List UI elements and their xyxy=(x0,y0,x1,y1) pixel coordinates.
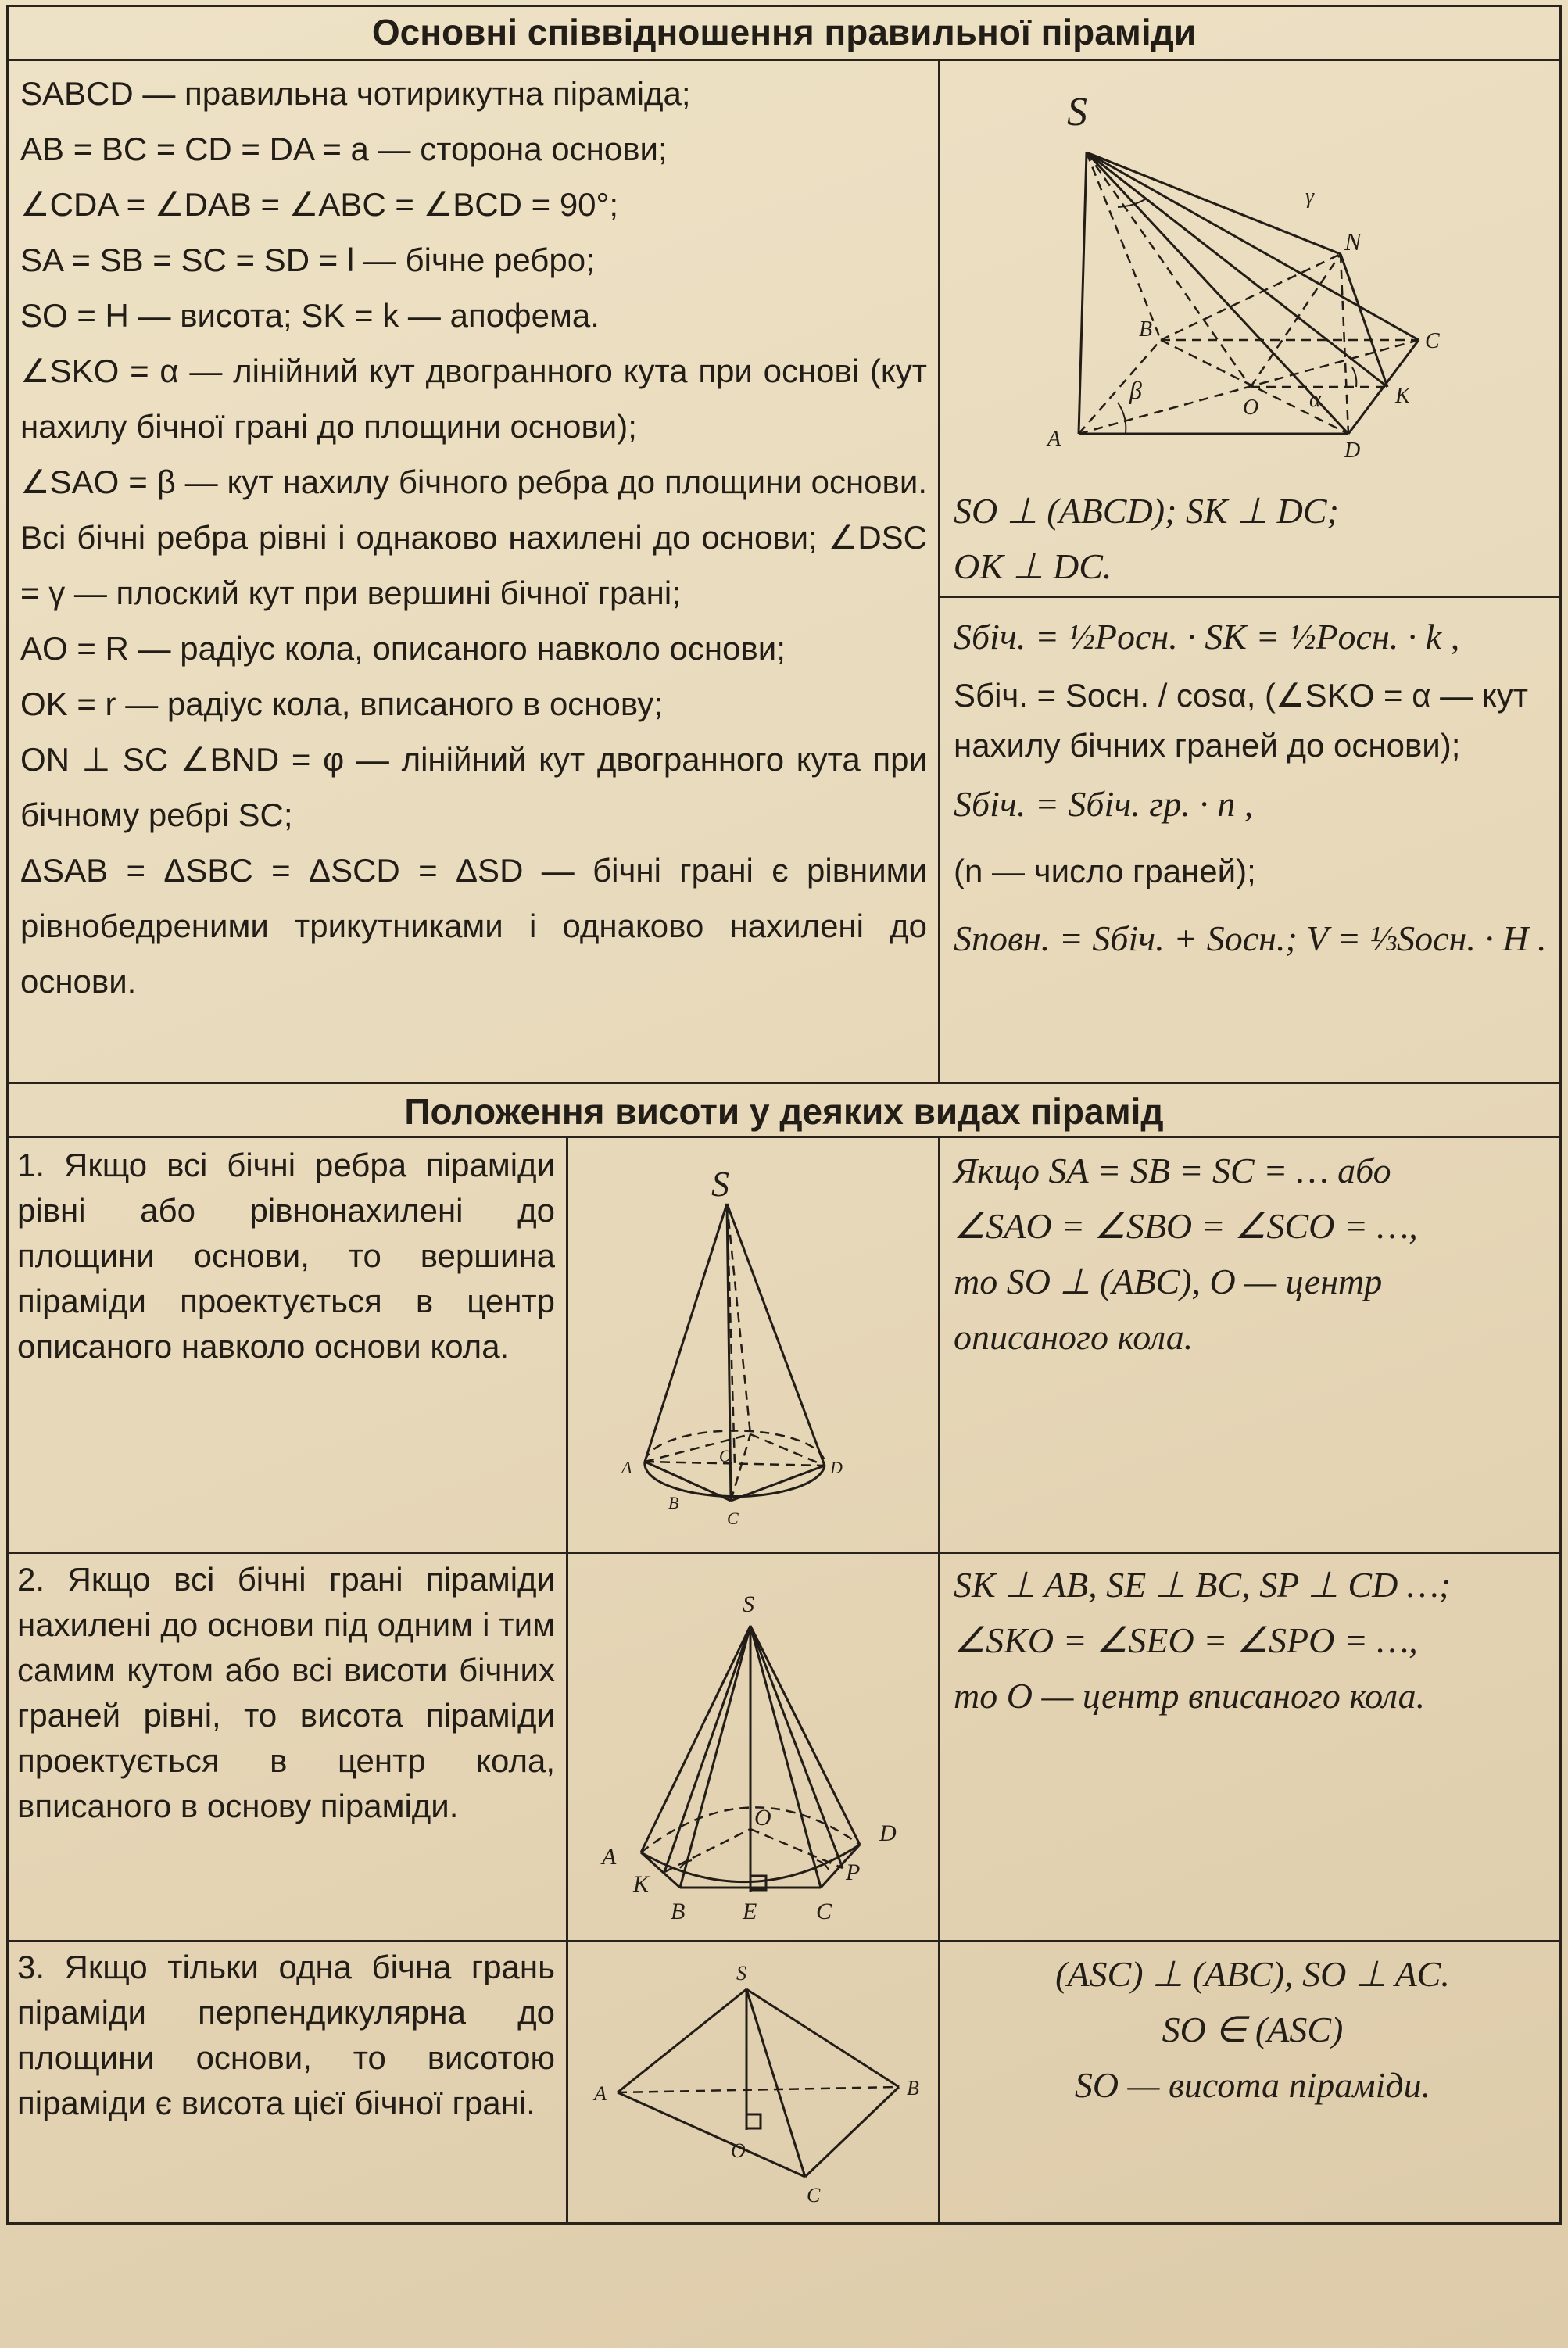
formula-faces-note: (n — число граней); xyxy=(954,853,1256,889)
row1-vertex-s-label: S xyxy=(711,1165,729,1204)
def-line-10: ON ⊥ SC ∠BND = φ — лінійний кут двогранного кута при бічному ребрі SC; xyxy=(20,741,927,833)
row1-conclusion xyxy=(954,1143,1552,1365)
row1-vertex-d-label: D xyxy=(830,1458,843,1477)
row1-result-3: то SO ⊥ (ABC), O — центр xyxy=(954,1262,1383,1301)
row3-vertex-a-label: A xyxy=(594,2082,607,2105)
row3-result-3: SO — висота піраміди. xyxy=(1074,2065,1431,2105)
row2-vertex-d-label: D xyxy=(879,1820,897,1846)
row2-point-e-label: E xyxy=(743,1899,757,1924)
angle-gamma-label: γ xyxy=(1305,184,1315,209)
formula-divider xyxy=(938,596,1562,598)
section2-divider-left xyxy=(566,1138,568,2225)
row-divider-1 xyxy=(6,1552,1562,1554)
row2-vertex-a-label: A xyxy=(602,1844,617,1870)
vertex-a-label: A xyxy=(1047,427,1061,451)
pyramid-inscribed-figure xyxy=(586,1563,915,1931)
row2-result-2: ∠SKO = ∠SEO = ∠SPO = …, xyxy=(954,1620,1418,1660)
row1-result-4: описаного кола. xyxy=(954,1317,1194,1357)
row1-statement: 1. Якщо всі бічні ребра піраміди рівні або рівнонахилені до площини основи, то вершина піраміди проектується в центр описаного навколо основи кола. xyxy=(17,1147,555,1365)
row2-point-k-label: K xyxy=(633,1871,650,1897)
row1-vertex-c-label: C xyxy=(727,1509,739,1528)
row2-result-1: SK ⊥ AB, SE ⊥ BC, SP ⊥ CD …; xyxy=(954,1565,1452,1605)
def-line-2: AB = BC = CD = DA = a — сторона основи; xyxy=(20,131,668,167)
vertex-c-label: C xyxy=(1425,329,1440,353)
row3-conclusion xyxy=(954,1946,1552,2113)
row2-result-3: то O — центр вписаного кола. xyxy=(954,1676,1426,1716)
row2-vertex-b-label: B xyxy=(671,1899,686,1924)
section2-divider-right xyxy=(938,1138,940,2225)
area-volume-formulas xyxy=(954,603,1552,972)
row3-vertex-s-label: S xyxy=(736,1962,746,1985)
perpendicular-relations xyxy=(954,483,1548,594)
def-line-7: ∠SAO = β — кут нахилу бічного ребра до площини основи. Всі бічні ребра рівні і однаково нахилені до основи; ∠DSC = γ — плоский кут при вершині бічної грані; xyxy=(20,464,927,611)
vertex-b-label: B xyxy=(1139,317,1153,342)
def-line-8: AO = R — радіус кола, описаного навколо основи; xyxy=(20,630,786,667)
row3-result-1: (ASC) ⊥ (ABC), SO ⊥ AC. xyxy=(1055,1954,1450,1994)
row1-vertex-b-label: B xyxy=(668,1493,679,1512)
row3-point-o-label: O xyxy=(731,2139,746,2162)
def-line-3: ∠CDA = ∠DAB = ∠ABC = ∠BCD = 90°; xyxy=(20,186,619,223)
section1-definitions xyxy=(20,66,927,1009)
row1-vertex-a-label: A xyxy=(621,1458,632,1477)
section1-title: Основні співвідношення правильної піраміди xyxy=(6,6,1562,61)
regular-pyramid-figure xyxy=(950,66,1450,481)
formula-lateral-faces: Sбіч. = Sбіч. гр. · n , xyxy=(954,784,1254,824)
section2-title: Положення висоти у деяких видах пірамід xyxy=(6,1082,1562,1138)
row2-vertex-c-label: C xyxy=(816,1899,832,1924)
row1-center-o-label: O xyxy=(719,1446,732,1466)
angle-beta-label: β xyxy=(1129,376,1142,404)
def-line-5: SO = H — висота; SK = k — апофема. xyxy=(20,297,600,334)
def-line-1: SABCD — правильна чотирикутна піраміда; xyxy=(20,75,691,112)
point-n-label: N xyxy=(1344,227,1362,256)
row2-point-p-label: P xyxy=(846,1859,861,1885)
formula-lateral-cos: Sбіч. = Sосн. / cosα, (∠SKO = α — кут нахилу бічних граней до основи); xyxy=(954,677,1528,764)
row3-statement: 3. Якщо тільки одна бічна грань піраміди перпендикулярна до площини основи, то висотою піраміди є висота цієї бічної грані. xyxy=(17,1949,555,2121)
formula-lateral-apothem: Sбіч. = ½Pосн. · SK = ½Pосн. · k , xyxy=(954,617,1460,657)
row1-result-2: ∠SAO = ∠SBO = ∠SCO = …, xyxy=(954,1206,1418,1246)
perp-line-2: OK ⊥ DC. xyxy=(954,546,1112,586)
pyramid-perpendicular-face-figure xyxy=(586,1958,922,2208)
row1-result-1: Якщо SA = SB = SC = … або xyxy=(954,1151,1391,1190)
row2-center-o-label: O xyxy=(754,1805,771,1831)
def-line-4: SA = SB = SC = SD = l — бічне ребро; xyxy=(20,242,595,278)
angle-alpha-label: α xyxy=(1309,388,1321,412)
formula-total-volume: Sповн. = Sбіч. + Sосн.; V = ⅓Sосн. · H . xyxy=(954,918,1547,958)
def-line-11: ΔSAB = ΔSBC = ΔSCD = ΔSD — бічні грані є рівними рівнобедреними трикутниками і однаково нахилені до основи. xyxy=(20,852,927,1000)
row3-vertex-c-label: C xyxy=(807,2184,821,2207)
row3-vertex-b-label: B xyxy=(907,2077,919,2099)
row2-conclusion xyxy=(954,1557,1552,1723)
row3-result-2: SO ∈ (ASC) xyxy=(1162,2010,1344,2049)
vertex-d-label: D xyxy=(1344,438,1361,463)
section1-divider xyxy=(938,61,940,1082)
def-line-9: OK = r — радіус кола, вписаного в основу; xyxy=(20,685,663,722)
perp-line-1: SO ⊥ (ABCD); SK ⊥ DC; xyxy=(954,491,1339,531)
point-o-label: O xyxy=(1243,396,1259,420)
vertex-s-label: S xyxy=(1067,90,1087,134)
row2-statement: 2. Якщо всі бічні грані піраміди нахилені до основи під одним і тим самим кутом або всі висоти бічних граней рівні, то висота піраміди проектується в центр кола, вписаного в основу піраміди. xyxy=(17,1561,555,1824)
row2-vertex-s-label: S xyxy=(743,1591,754,1617)
point-k-label: K xyxy=(1395,384,1410,408)
def-line-6: ∠SKO = α — лінійний кут двогранного кута при основі (кут нахилу бічної грані до площини основи); xyxy=(20,353,927,445)
row-divider-2 xyxy=(6,1940,1562,1942)
pyramid-circumscribed-figure xyxy=(602,1165,899,1532)
